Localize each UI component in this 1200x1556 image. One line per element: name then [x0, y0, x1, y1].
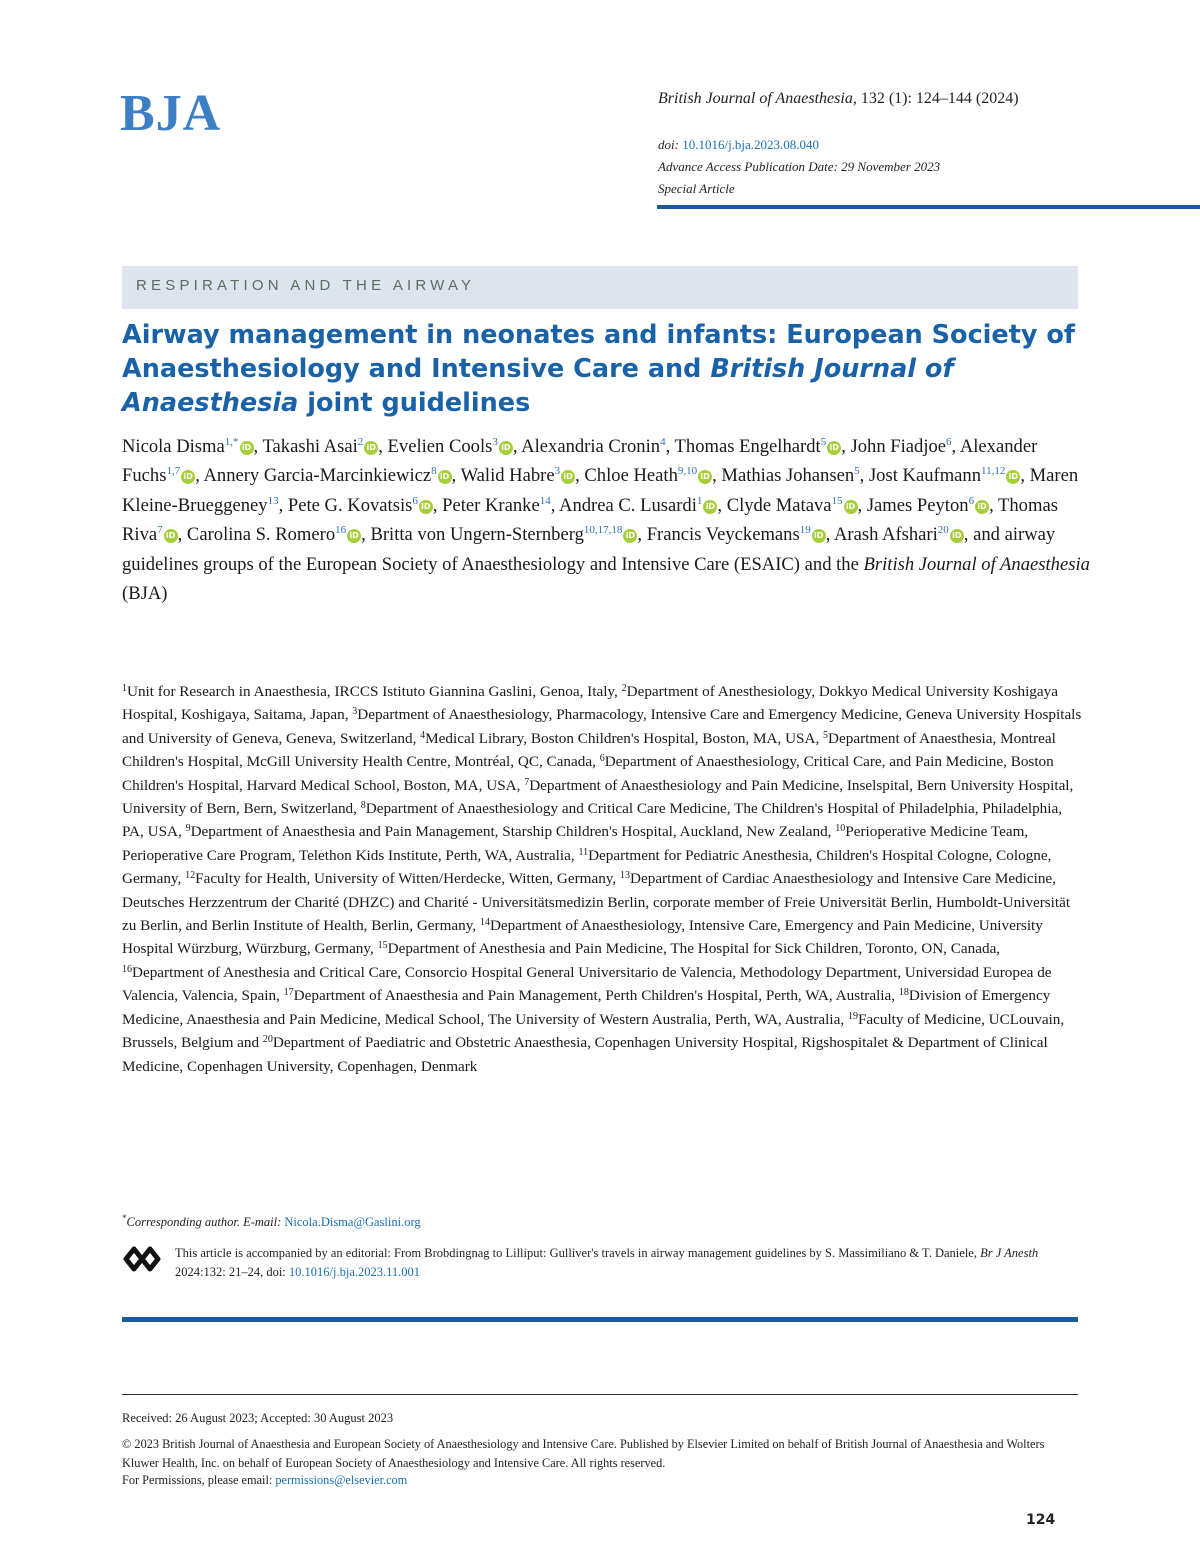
author-affiliation-ref: 20	[937, 524, 949, 537]
affiliation-number: 13	[620, 870, 631, 882]
authors-tail-journal: British Journal of Anaesthesia	[863, 553, 1090, 575]
linked-article-icon	[122, 1244, 162, 1274]
author-affiliation-ref: 19	[799, 524, 811, 537]
author-name: Walid Habre	[460, 465, 555, 487]
author-entry	[721, 465, 859, 486]
author-affiliation-ref: 8	[431, 465, 437, 478]
affiliation-number: 5	[823, 729, 829, 741]
author-entry	[869, 465, 1020, 486]
journal-volume: , 132 (1): 124–144 (2024)	[852, 90, 1019, 107]
affiliation-number: 17	[283, 987, 294, 999]
author-entry	[203, 465, 451, 486]
section-divider	[122, 1317, 1078, 1322]
orcid-icon[interactable]: iD	[240, 441, 254, 455]
author-name: James Peyton	[866, 494, 969, 516]
title-journal: British Journal of Anaesthesia	[122, 354, 954, 418]
author-entry	[850, 436, 951, 457]
author-affiliation-ref: 5	[854, 465, 860, 478]
author-entry	[559, 495, 717, 516]
author-name: John Fiadjoe	[850, 436, 947, 457]
article-meta	[658, 134, 940, 200]
author-list: Nicola Disma$^{1,*}$ iD , Takashi Asai$^2$ iD , Evelien Cools$^3$ iD , Alexandria Cronin$^4$, Thomas Engelhardt$^5$ iD , John Fiadjoe$^6$, Alexander Fuchs$^{1,7}$ iD , Annery Garcia-Marcinkiewicz$^8$ iD , Walid Habre$^3$ iD , Chloe Heath$^{9,10}$ iD , Mathias Johansen$^5$, Jost Kaufmann$^{11,12}$ iD , Maren Kleine-Brueggeney$^{13}$, Pete G. Kovatsis$^6$ iD , Peter Kranke$^{14}$, Andrea C. Lusardi$^1$ iD , Clyde Matava$^{15}$ iD , James Peyton$^6$ iD , Thomas Riva$^7$ iD , Carolina S. Romero$^{16}$ iD , Britta von Ungern-Sternberg$^{10,17,18}$ iD , Francis Veyckemans$^{19}$ iD , Arash Afshari$^{20}$ iD , and airway guidelines groups of the European Society of Anaesthesiology and Intensive Care (ESAIC) and the British Journal of Anaesthesia (BJA)	[122, 436, 1090, 605]
orcid-icon[interactable]: iD	[698, 470, 712, 484]
author-name: Thomas Engelhardt	[674, 436, 821, 457]
author-entry	[370, 524, 637, 545]
orcid-icon[interactable]: iD	[812, 529, 826, 543]
author-name: Francis Veyckemans	[646, 524, 800, 546]
corresponding-author	[122, 1213, 421, 1230]
affiliation-item	[378, 940, 1001, 957]
author-affiliation-ref: 11,12	[981, 465, 1006, 478]
affiliation-text: Department of Anaesthesia and Pain Management, Starship Children's Hospital, Auckland, New Zealand,	[190, 823, 832, 841]
affiliation-number: 4	[420, 729, 426, 741]
advance-access-date: Advance Access Publication Date: 29 November 2023	[658, 159, 941, 174]
author-affiliation-ref: 2	[357, 436, 364, 448]
journal-logo: BJA	[120, 85, 222, 142]
corresponding-mark: *	[122, 1213, 127, 1223]
author-affiliation-ref: 3	[554, 465, 561, 478]
orcid-icon[interactable]: iD	[364, 441, 378, 455]
author-entry	[461, 465, 576, 486]
author-entry	[388, 436, 513, 457]
author-name: Andrea C. Lusardi	[559, 494, 697, 516]
author-name: Pete G. Kovatsis	[287, 494, 413, 516]
author-name: Mathias Johansen	[721, 465, 855, 487]
author-name: Nicola Disma	[122, 436, 225, 457]
orcid-icon[interactable]: iD	[975, 500, 989, 514]
permissions-email-link[interactable]: permissions@elsevier.com	[275, 1473, 408, 1487]
author-affiliation-ref: 3	[492, 436, 498, 448]
orcid-icon[interactable]: iD	[347, 529, 361, 543]
author-entry	[584, 465, 712, 486]
journal-citation	[658, 90, 1019, 108]
author-affiliation-ref: 1,*	[224, 436, 239, 448]
author-entry	[288, 495, 433, 516]
author-affiliation-ref: 10,17,18	[583, 524, 623, 537]
affiliation-number: 19	[847, 1010, 858, 1022]
affiliation-text: Department of Anaesthesiology and Critical Care Medicine, The Children's Hospital of Philadelphia, Philadelphia, PA, USA,	[122, 800, 1063, 841]
author-affiliation-ref: 4	[660, 436, 666, 448]
corresponding-label: Corresponding author. E-mail:	[126, 1215, 285, 1230]
author-entry	[122, 436, 254, 457]
authors-tail: and airway guidelines groups of the European Society of Anaesthesiology and Intensive Care (ESAIC) and the	[122, 524, 1056, 575]
title-part: joint guidelines	[298, 388, 531, 418]
author-entry	[675, 436, 842, 457]
author-affiliation-ref: 14	[539, 494, 551, 507]
author-affiliation-ref: 5	[820, 436, 827, 448]
orcid-icon[interactable]: iD	[623, 529, 637, 543]
affiliation-text: Department of Anaesthesiology, Pharmacology, Intensive Care and Emergency Medicine, Geneva University Hospitals and University of Geneva, Geneva, Switzerland,	[122, 706, 1082, 747]
author-entry	[187, 524, 361, 545]
author-entry	[521, 436, 665, 457]
affiliation-number: 8	[360, 800, 366, 812]
footer-divider	[122, 1394, 1078, 1395]
editorial-text: 2024:132: 21–24, doi:	[175, 1265, 289, 1279]
header-rule	[657, 205, 1200, 209]
editorial-note	[175, 1244, 1075, 1282]
affiliation-number: 3	[352, 706, 358, 718]
affiliation-text: Faculty for Health, University of Witten/Herdecke, Witten, Germany,	[195, 870, 617, 888]
affiliation-text: Department of Anaesthesiology, Critical Care, and Pain Medicine, Boston Children's Hospital, Harvard Medical School, Boston, MA, USA,	[122, 753, 1054, 794]
affiliation-item	[122, 683, 618, 700]
affiliation-number: 9	[185, 823, 191, 835]
author-affiliation-ref: 1,7	[166, 465, 181, 478]
editorial-doi-link[interactable]: 10.1016/j.bja.2023.11.001	[288, 1265, 421, 1279]
orcid-icon[interactable]: iD	[827, 441, 841, 455]
authors-tail-end: (BJA)	[122, 583, 168, 605]
author-name: Maren Kleine-Brueggeney	[122, 465, 1079, 516]
author-affiliation-ref: 6	[946, 436, 952, 448]
affiliation-number: 11	[578, 846, 589, 858]
author-name: Arash Afshari	[834, 524, 938, 546]
affiliation-number: 20	[262, 1034, 273, 1046]
orcid-icon[interactable]: iD	[703, 500, 717, 514]
title-part: Airway management in neonates and infants: European Society of Anaesthesiology and Intensive Care and	[122, 320, 1076, 384]
orcid-icon[interactable]: iD	[950, 529, 964, 543]
author-name: Alexandria Cronin	[521, 436, 661, 457]
affiliation-item	[284, 987, 895, 1004]
affiliation-number: 7	[524, 776, 530, 788]
author-name: Alexander Fuchs	[122, 436, 1038, 487]
orcid-icon[interactable]: iD	[181, 470, 195, 484]
orcid-icon[interactable]: iD	[844, 500, 858, 514]
orcid-icon[interactable]: iD	[164, 529, 178, 543]
affiliation-text: Faculty of Medicine, UCLouvain, Brussels, Belgium and	[122, 1010, 1065, 1052]
permissions-label: For Permissions, please email:	[122, 1473, 276, 1487]
author-affiliation-ref: 15	[831, 494, 843, 507]
doi-link[interactable]: 10.1016/j.bja.2023.08.040	[682, 137, 820, 152]
affiliation-number: 14	[479, 917, 490, 929]
orcid-icon[interactable]: iD	[561, 470, 575, 484]
affiliation-text: Department of Anesthesia and Critical Care, Consorcio Hospital General Universitario de Valencia, Methodology Department, Universidad Europea de Valencia, Valencia, Spain,	[122, 963, 1052, 1005]
author-entry	[647, 524, 826, 545]
author-name: Clyde Matava	[726, 494, 832, 516]
article-title	[122, 318, 1092, 420]
affiliation-text: Department of Cardiac Anaesthesiology and Intensive Care Medicine, Deutsches Herzzentrum der Charité (DHZC) and Charité - Universitätsmedizin Berlin, corporate member of Freie Universität Berlin, Humboldt-Universität zu Berlin, and Berlin Institute of Health, Berlin, Germany,	[122, 870, 1071, 935]
affiliations	[122, 680, 1082, 1078]
affiliation-item	[420, 730, 819, 747]
affiliation-text: Department of Anesthesiology, Dokkyo Medical University Koshigaya Hospital, Koshigaya, Saitama, Japan,	[122, 683, 1058, 724]
editorial-text: This article is accompanied by an editorial: From Brobdingnag to Lilliput: Gulliver's travels in airway management guidelines by S. Massimiliano & T. Daniele,	[175, 1246, 981, 1260]
orcid-icon[interactable]: iD	[1006, 470, 1020, 484]
author-affiliation-ref: 9,10	[677, 465, 698, 478]
page-number: 124	[1026, 1512, 1056, 1528]
article-type: Special Article	[658, 181, 735, 196]
author-name: Jost Kaufmann	[868, 465, 981, 487]
affiliation-number: 1	[122, 683, 127, 694]
affiliation-item	[186, 823, 832, 840]
author-name: Annery Garcia-Marcinkiewicz	[203, 465, 432, 487]
author-name: Britta von Ungern-Sternberg	[370, 524, 584, 546]
affiliation-item	[122, 1034, 1048, 1074]
affiliation-number: 12	[185, 870, 196, 882]
affiliation-text: Perioperative Medicine Team, Perioperative Care Program, Telethon Kids Institute, Perth, WA, Australia,	[122, 823, 1029, 864]
orcid-icon[interactable]: iD	[499, 441, 513, 455]
orcid-icon[interactable]: iD	[438, 470, 452, 484]
affiliation-text: Division of Emergency Medicine, Anaesthesia and Pain Medicine, Medical School, The University of Western Australia, Perth, WA, Australia,	[122, 987, 1051, 1028]
copyright-notice: © 2023 British Journal of Anaesthesia and European Society of Anaesthesiology and Intensive Care. Published by Elsevier Limited on behalf of British Journal of Anaesthesia and Wolters Kluwer Health, Inc. on behalf of European Society of Anaesthesiology and Intensive Care. All rights reserved.	[122, 1437, 1045, 1470]
affiliation-text: Medical Library, Boston Children's Hospital, Boston, MA, USA,	[425, 729, 820, 747]
affiliation-text: Department of Anaesthesia and Pain Management, Perth Children's Hospital, Perth, WA, Australia,	[293, 987, 896, 1005]
affiliation-number: 16	[122, 963, 132, 975]
affiliation-text: Department of Anaesthesiology and Pain Medicine, Inselspital, Bern University Hospital, University of Bern, Bern, Switzerland,	[122, 776, 1074, 818]
affiliation-number: 10	[835, 823, 846, 835]
author-name: Carolina S. Romero	[186, 524, 336, 546]
author-name: Thomas Riva	[122, 494, 1058, 546]
affiliation-text: Department of Anaesthesia, Montreal Children's Hospital, McGill University Health Centre, Montréal, QC, Canada,	[122, 729, 1056, 771]
author-entry	[834, 524, 964, 545]
author-name: Takashi Asai	[262, 436, 358, 457]
permissions	[122, 1473, 407, 1488]
author-entry	[727, 495, 858, 516]
affiliation-number: 15	[377, 940, 388, 952]
affiliation-text: Unit for Research in Anaesthesia, IRCCS Istituto Giannina Gaslini, Genoa, Italy,	[127, 683, 618, 700]
affiliation-number: 18	[898, 987, 909, 999]
author-name: Peter Kranke	[442, 494, 540, 516]
author-entry	[867, 495, 989, 516]
affiliation-text: Department for Pediatric Anesthesia, Children's Hospital Cologne, Cologne, Germany,	[122, 846, 1052, 888]
journal-title: British Journal of Anaesthesia	[658, 90, 853, 107]
author-affiliation-ref: 6	[412, 494, 418, 507]
affiliation-text: Department of Anaesthesiology, Intensive Care, Emergency and Pain Medicine, University Hospital Würzburg, Würzburg, Germany,	[122, 917, 1043, 958]
affiliation-item	[185, 870, 616, 887]
orcid-icon[interactable]: iD	[419, 500, 433, 514]
corresponding-email-link[interactable]: Nicola.Disma@Gaslini.org	[284, 1215, 421, 1230]
affiliation-text: Department of Anesthesia and Pain Medicine, The Hospital for Sick Children, Toronto, ON, Canada,	[387, 940, 1001, 958]
section-label: RESPIRATION AND THE AIRWAY	[136, 277, 476, 294]
author-name: Chloe Heath	[584, 465, 678, 487]
affiliation-text: Department of Paediatric and Obstetric Anaesthesia, Copenhagen University Hospital, Rigshospitalet & Department of Clinical Medicine, Copenhagen University, Copenhagen, Denmark	[122, 1034, 1048, 1075]
author-affiliation-ref: 13	[267, 494, 279, 507]
author-entry	[262, 436, 378, 457]
affiliation-number: 6	[599, 753, 605, 765]
section-band	[122, 266, 1078, 309]
affiliation-number: 2	[621, 683, 627, 694]
author-affiliation-ref: 1	[696, 494, 703, 507]
author-name: Evelien Cools	[387, 436, 493, 457]
author-affiliation-ref: 7	[157, 524, 163, 537]
author-affiliation-ref: 6	[968, 494, 975, 507]
author-entry	[442, 495, 551, 516]
author-affiliation-ref: 16	[335, 524, 347, 537]
editorial-journal: Br J Anesth	[980, 1246, 1039, 1260]
received-dates: Received: 26 August 2023; Accepted: 30 August 2023	[122, 1411, 394, 1425]
doi-label: doi:	[658, 137, 679, 152]
